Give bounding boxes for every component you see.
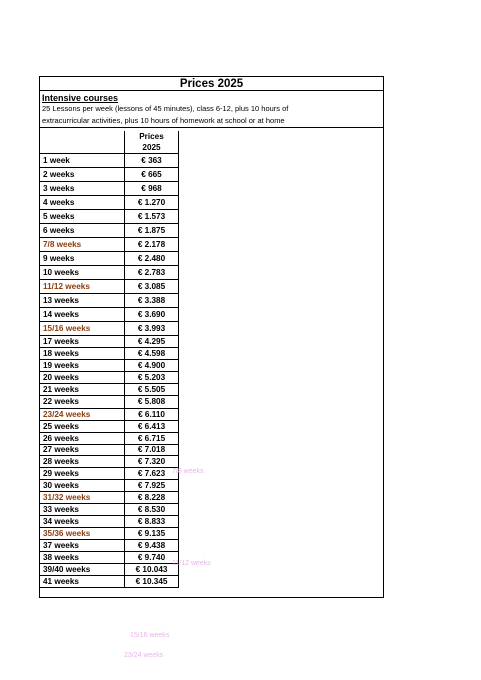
table-row — [40, 196, 179, 210]
table-row — [40, 445, 179, 456]
duration-cell: 22 weeks — [40, 396, 125, 409]
price-column-header — [125, 131, 179, 154]
duration-cell: 26 weeks — [40, 433, 125, 445]
table-row — [40, 266, 179, 280]
faint-label: 11/12 weeks — [172, 560, 211, 567]
price-cell: € 968 — [125, 182, 179, 196]
price-cell: € 6.715 — [125, 433, 179, 445]
price-cell: € 5.505 — [125, 384, 179, 396]
price-cell: € 7.320 — [125, 456, 179, 468]
price-cell: € 1.875 — [125, 224, 179, 238]
table-row — [40, 528, 179, 540]
price-cell: € 5.808 — [125, 396, 179, 409]
table-row — [40, 504, 179, 516]
duration-cell: 39/40 weeks — [40, 564, 125, 576]
faint-label: 15/16 weeks — [130, 632, 170, 639]
table-row — [40, 168, 179, 182]
course-description: 25 Lessons per week (lessons of 45 minutes), class 6-12, plus 10 hours of extracurricular activities, plus 10 hours of homework at school or at home — [42, 104, 289, 125]
price-cell: € 4.900 — [125, 360, 179, 372]
duration-cell: 37 weeks — [40, 540, 125, 552]
price-cell: € 665 — [125, 168, 179, 182]
table-row — [40, 396, 179, 409]
table-row — [40, 456, 179, 468]
price-cell: € 1.573 — [125, 210, 179, 224]
duration-cell: 20 weeks — [40, 372, 125, 384]
table-row — [40, 336, 179, 348]
duration-cell: 5 weeks — [40, 210, 125, 224]
price-cell: € 8.228 — [125, 492, 179, 504]
price-header-line-1: Prices — [139, 132, 164, 141]
table-row — [40, 409, 179, 421]
duration-cell: 6 weeks — [40, 224, 125, 238]
price-cell: € 6.413 — [125, 421, 179, 433]
price-cell: € 4.295 — [125, 336, 179, 348]
duration-cell: 31/32 weeks — [40, 492, 125, 504]
price-cell: € 7.623 — [125, 468, 179, 480]
duration-cell: 27 weeks — [40, 445, 125, 456]
price-cell: € 4.598 — [125, 348, 179, 360]
price-cell: € 2.178 — [125, 238, 179, 252]
price-cell: € 6.110 — [125, 409, 179, 421]
table-row — [40, 182, 179, 196]
duration-cell: 9 weeks — [40, 252, 125, 266]
table-row — [40, 294, 179, 308]
table-row — [40, 552, 179, 564]
duration-cell: 33 weeks — [40, 504, 125, 516]
duration-cell: 19 weeks — [40, 360, 125, 372]
table-row — [40, 468, 179, 480]
table-row — [40, 252, 179, 266]
price-header-line-2: 2025 — [142, 143, 161, 152]
price-cell: € 8.530 — [125, 504, 179, 516]
duration-cell: 29 weeks — [40, 468, 125, 480]
price-cell: € 3.690 — [125, 308, 179, 322]
duration-cell: 41 weeks — [40, 576, 125, 588]
price-table — [40, 131, 179, 588]
price-cell: € 3.388 — [125, 294, 179, 308]
price-cell: € 7.925 — [125, 480, 179, 492]
price-cell: € 10.043 — [125, 564, 179, 576]
price-cell: € 9.135 — [125, 528, 179, 540]
faint-label: 7/8 weeks — [172, 468, 204, 475]
table-row — [40, 516, 179, 528]
duration-cell: 4 weeks — [40, 196, 125, 210]
duration-cell: 25 weeks — [40, 421, 125, 433]
duration-cell: 1 week — [40, 154, 125, 168]
table-row — [40, 154, 179, 168]
page-title: Prices 2025 — [40, 77, 383, 91]
table-row — [40, 540, 179, 552]
price-cell: € 9.740 — [125, 552, 179, 564]
duration-cell: 21 weeks — [40, 384, 125, 396]
duration-cell: 18 weeks — [40, 348, 125, 360]
table-row — [40, 564, 179, 576]
table-row — [40, 210, 179, 224]
price-cell: € 9.438 — [125, 540, 179, 552]
duration-cell: 34 weeks — [40, 516, 125, 528]
table-row — [40, 576, 179, 588]
table-row — [40, 480, 179, 492]
price-cell: € 363 — [125, 154, 179, 168]
price-cell: € 8.833 — [125, 516, 179, 528]
duration-cell: 35/36 weeks — [40, 528, 125, 540]
duration-cell: 2 weeks — [40, 168, 125, 182]
price-cell: € 2.480 — [125, 252, 179, 266]
faint-label: 23/24 weeks — [124, 652, 164, 659]
duration-cell: 3 weeks — [40, 182, 125, 196]
duration-cell: 17 weeks — [40, 336, 125, 348]
table-row — [40, 360, 179, 372]
price-cell: € 10.345 — [125, 576, 179, 588]
duration-cell: 7/8 weeks — [40, 238, 125, 252]
price-cell: € 3.085 — [125, 280, 179, 294]
table-row — [40, 492, 179, 504]
duration-cell: 13 weeks — [40, 294, 125, 308]
table-row — [40, 433, 179, 445]
duration-cell: 15/16 weeks — [40, 322, 125, 336]
table-row — [40, 384, 179, 396]
duration-cell: 14 weeks — [40, 308, 125, 322]
duration-cell: 38 weeks — [40, 552, 125, 564]
table-row — [40, 348, 179, 360]
duration-cell: 10 weeks — [40, 266, 125, 280]
table-row — [40, 372, 179, 384]
section-heading: Intensive courses — [42, 93, 119, 103]
table-row — [40, 238, 179, 252]
table-header-row — [40, 131, 179, 154]
table-row — [40, 421, 179, 433]
duration-cell: 28 weeks — [40, 456, 125, 468]
duration-cell: 11/12 weeks — [40, 280, 125, 294]
price-cell: € 1.270 — [125, 196, 179, 210]
header-blank-cell — [40, 131, 125, 154]
price-cell: € 7.018 — [125, 445, 179, 456]
divider — [40, 127, 383, 128]
table-row — [40, 308, 179, 322]
price-cell: € 2.783 — [125, 266, 179, 280]
table-row — [40, 322, 179, 336]
duration-cell: 23/24 weeks — [40, 409, 125, 421]
duration-cell: 30 weeks — [40, 480, 125, 492]
table-row — [40, 224, 179, 238]
table-row — [40, 280, 179, 294]
price-cell: € 3.993 — [125, 322, 179, 336]
price-sheet — [39, 76, 384, 598]
price-cell: € 5.203 — [125, 372, 179, 384]
